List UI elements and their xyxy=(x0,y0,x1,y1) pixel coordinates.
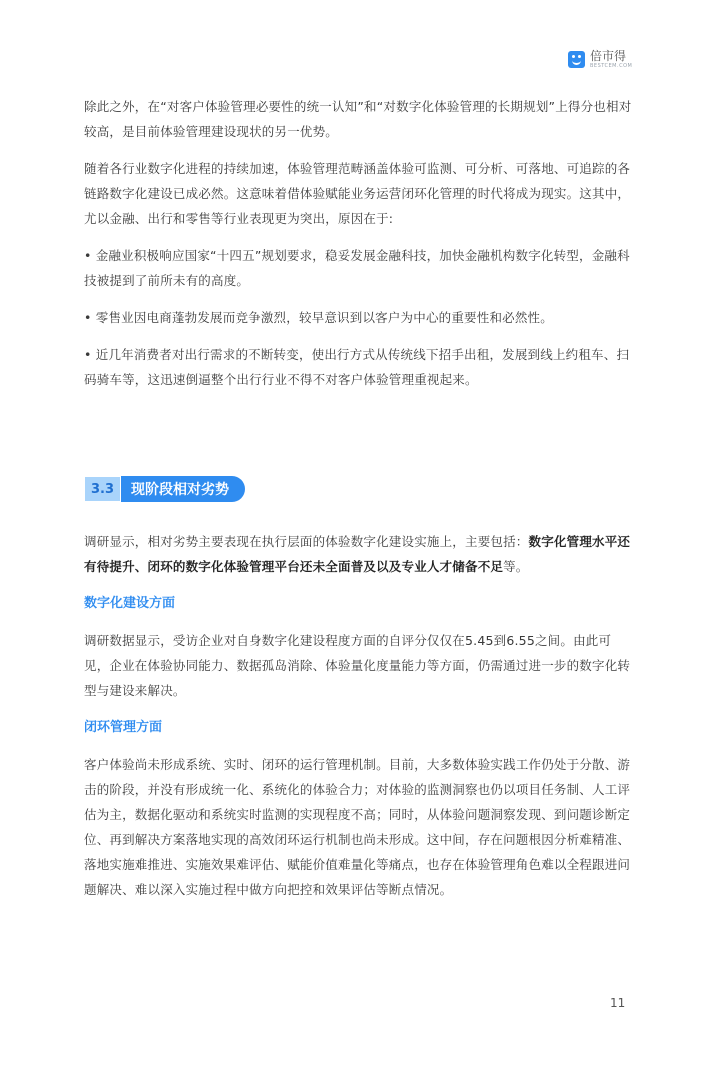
emphasis-text: 数字化管理水平还有待提升、闭环的数字化体验管理平台还未全面普及以及专业人才储备不足 xyxy=(84,534,631,574)
paragraph-text: 等。 xyxy=(503,559,529,574)
paragraph: 除此之外，在“对客户体验管理必要性的统一认知”和“对数字化体验管理的长期规划”上得分也相对较高，是目前体验管理建设现状的另一优势。 xyxy=(84,99,632,139)
subsection-title: 数字化建设方面 xyxy=(84,596,176,611)
paragraph-text: 调研显示，相对劣势主要表现在执行层面的体验数字化建设实施上，主要包括： xyxy=(84,534,529,549)
bullet-item: • 零售业因电商蓬勃发展而竞争激烈，较早意识到以客户为中心的重要性和必然性。 xyxy=(84,310,553,325)
bullet-item: • 近几年消费者对出行需求的不断转变，使出行方式从传统线下招手出租，发展到线上约租车、扫码骑车等，这迅速倒逼整个出行行业不得不对客户体验管理重视起来。 xyxy=(84,347,630,387)
smiley-logo-icon xyxy=(568,51,585,68)
paragraph xyxy=(84,529,632,579)
paragraph: 随着各行业数字化进程的持续加速，体验管理范畴涵盖体验可监测、可分析、可落地、可追踪的各链路数字化建设已成必然。这意味着借体验赋能业务运营闭环化管理的时代将成为现实。这其中，尤以金融、出行和零售等行业表现更为突出，原因在于: xyxy=(84,161,631,226)
section-title: 现阶段相对劣势 xyxy=(131,482,230,498)
logo-text xyxy=(590,50,632,69)
section-heading xyxy=(84,476,245,502)
page-number: 11 xyxy=(610,996,626,1010)
logo-name: 倍市得 xyxy=(590,49,627,63)
section-number: 3.3 xyxy=(84,476,121,502)
subsection-title: 闭环管理方面 xyxy=(84,720,163,735)
bullet-item: • 金融业积极响应国家“十四五”规划要求，稳妥发展金融科技，加快金融机构数字化转型，金融科技被提到了前所未有的高度。 xyxy=(84,248,630,288)
logo-subtitle: BESTCEM.COM xyxy=(590,63,633,69)
document-body xyxy=(84,94,632,902)
brand-logo xyxy=(568,50,632,69)
paragraph: 客户体验尚未形成系统、实时、闭环的运行管理机制。目前，大多数体验实践工作仍处于分散、游击的阶段，并没有形成统一化、系统化的体验合力；对体验的监测洞察也仍以项目任务制、人工评估为主，数据化驱动和系统实时监测的实现程度不高；同时，从体验问题洞察发现、到问题诊断定位、再到解决方案落地实现的高效闭环运行机制也尚未形成。这中间，存在问题根因分析难精准、落地实施难推进、实施效果难评估、赋能价值难量化等痛点，也存在体验管理角色难以全程跟进问题解决、难以深入实施过程中做方向把控和效果评估等断点情况。 xyxy=(84,757,631,897)
paragraph: 调研数据显示，受访企业对自身数字化建设程度方面的自评分仅仅在5.45到6.55之间。由此可见，企业在体验协同能力、数据孤岛消除、体验量化度量能力等方面，仍需通过进一步的数字化转型与建设来解决。 xyxy=(84,633,631,698)
